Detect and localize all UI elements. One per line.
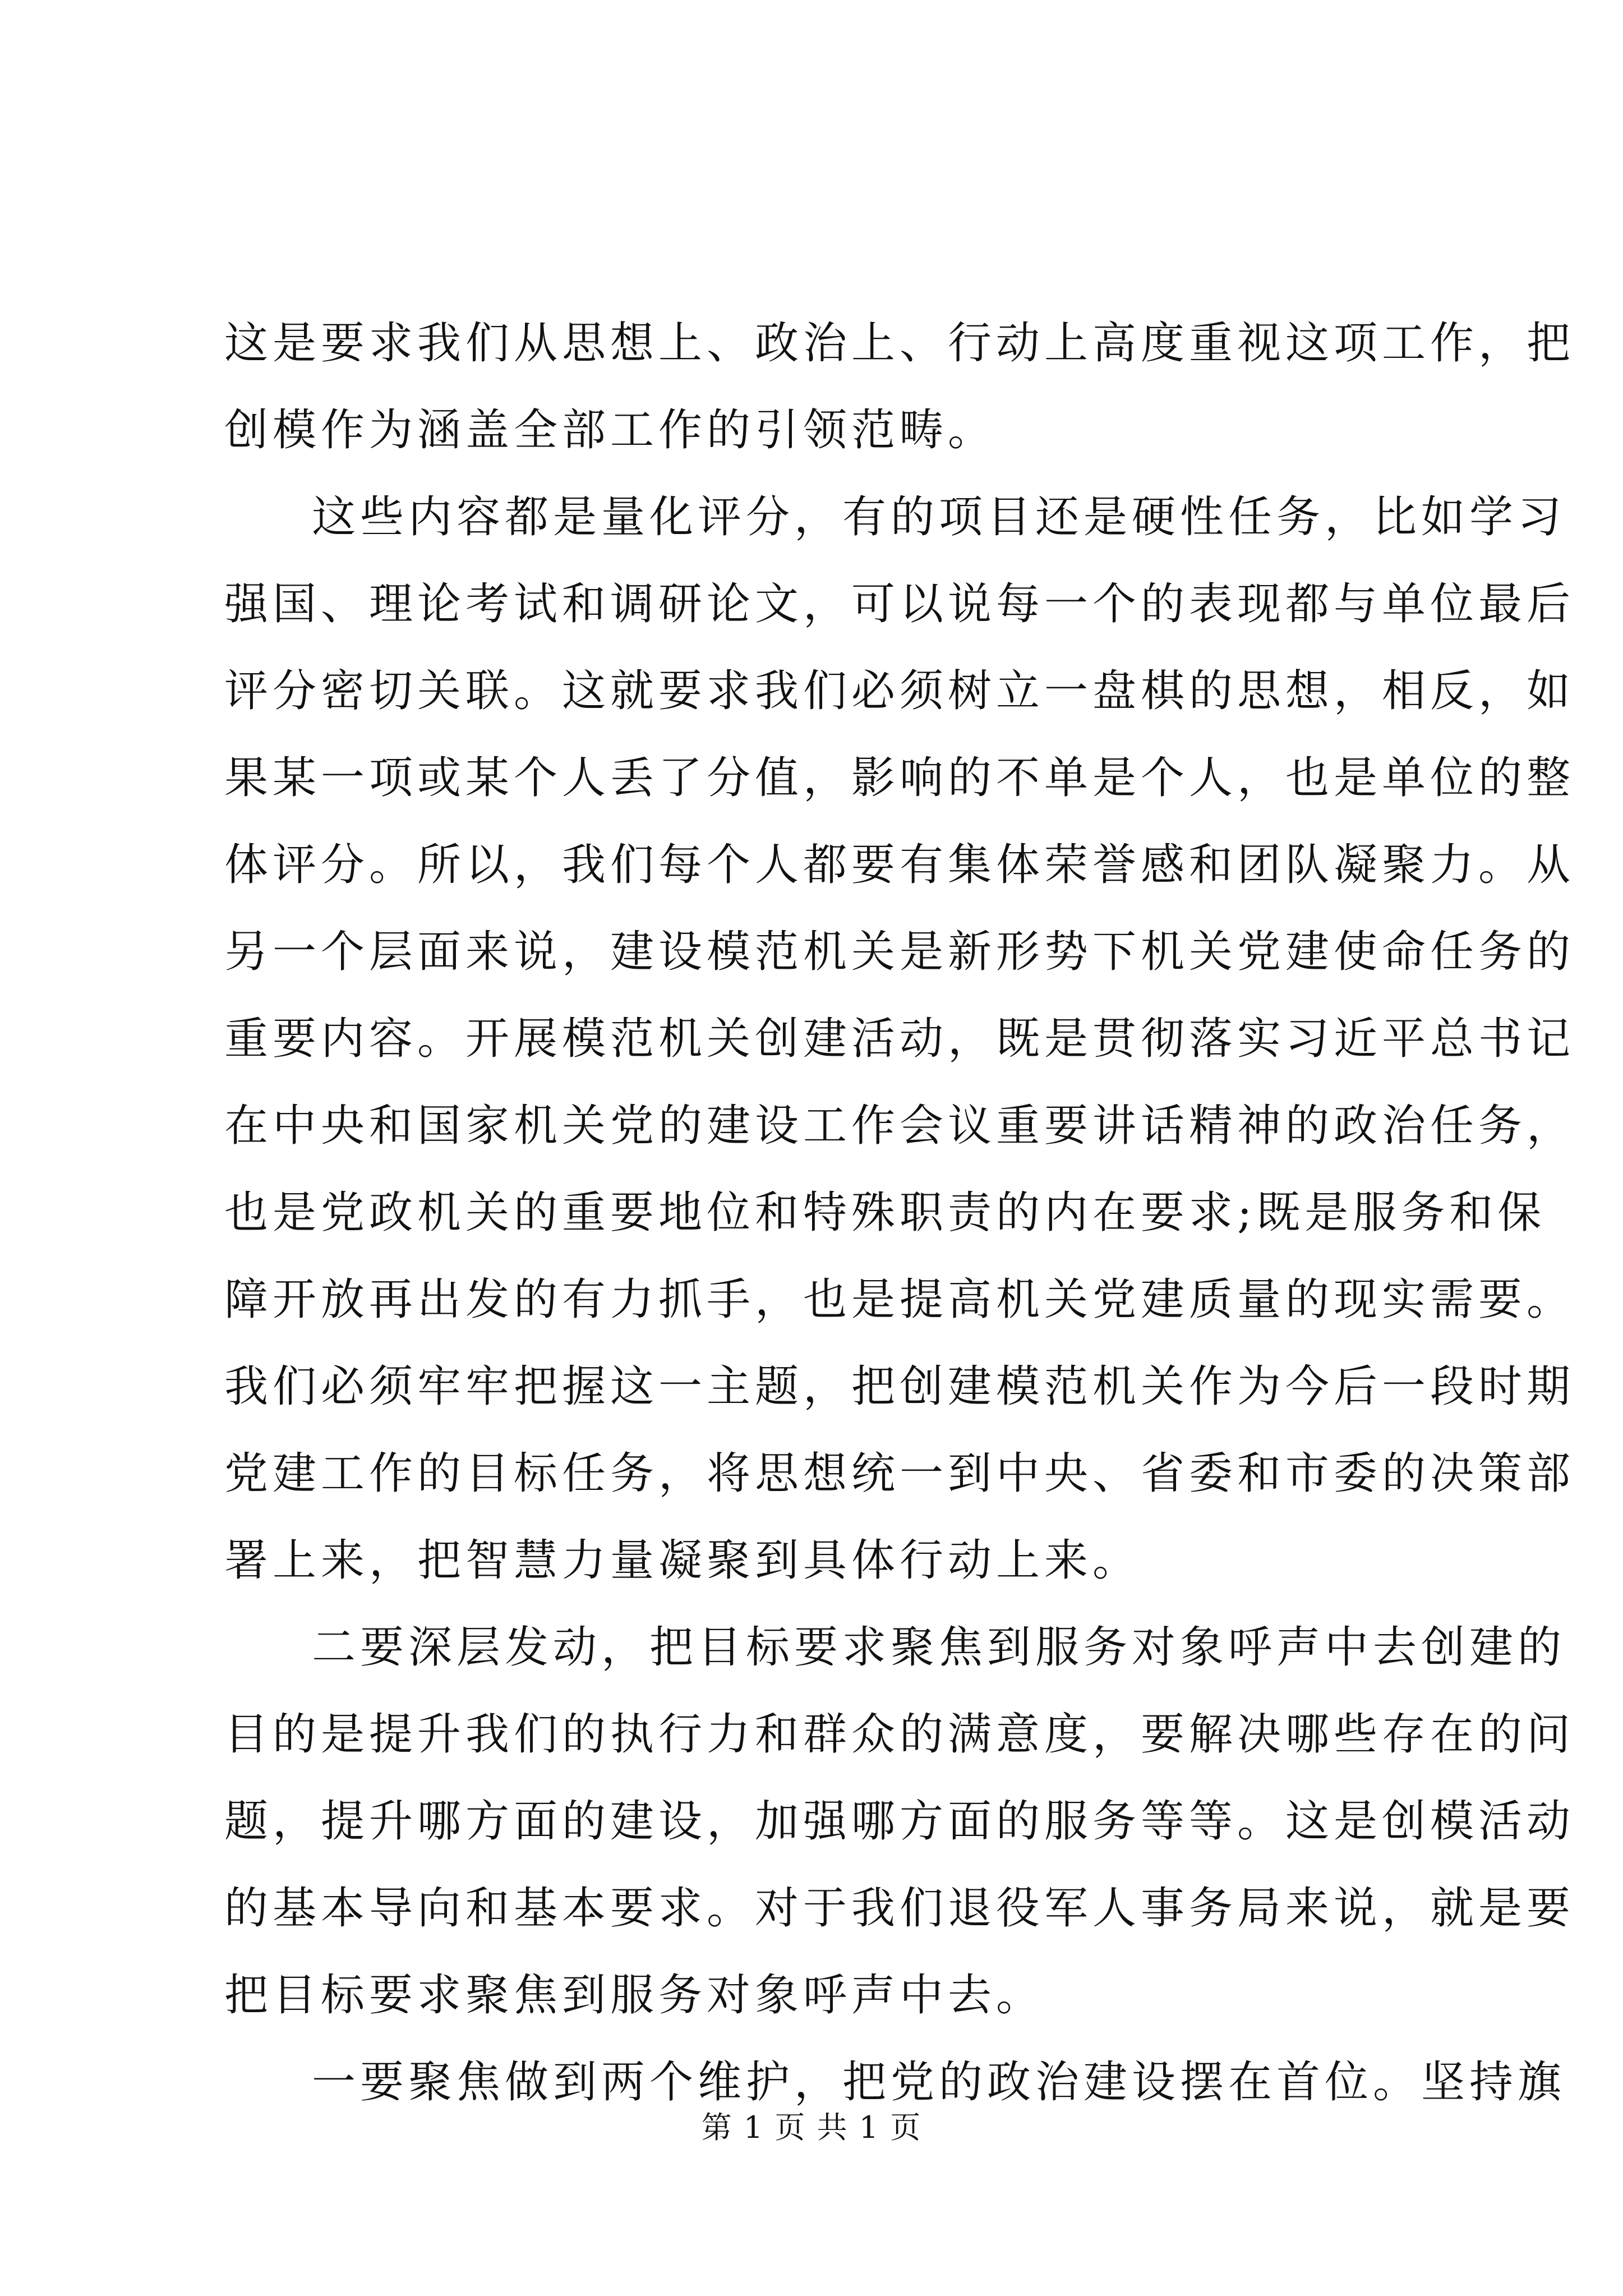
text-line: 目的是提升我们的执行力和群众的满意度，要解决哪些存在的问 [224, 1709, 1575, 1760]
text-line: 强国、理论考试和调研论文，可以说每一个的表现都与单位最后 [224, 579, 1575, 629]
text-line: 果某一项或某个人丢了分值，影响的不单是个人，也是单位的整 [224, 753, 1575, 803]
text-line: 署上来，把智慧力量凝聚到具体行动上来。 [224, 1535, 1141, 1586]
text-line: 另一个层面来说，建设模范机关是新形势下机关党建使命任务的 [224, 927, 1575, 977]
text-line: 障开放再出发的有力抓手，也是提高机关党建质量的现实需要。 [224, 1274, 1575, 1325]
text-line: 一要聚焦做到两个维护，把党的政治建设摆在首位。坚持旗 [312, 2057, 1566, 2108]
text-line: 也是党政机关的重要地位和特殊职责的内在要求;既是服务和保 [224, 1188, 1546, 1238]
text-line: 这些内容都是量化评分，有的项目还是硬性任务，比如学习 [312, 492, 1566, 542]
text-line: 创模作为涵盖全部工作的引领范畴。 [224, 405, 997, 455]
text-line: 党建工作的目标任务，将思想统一到中央、省委和市委的决策部 [224, 1448, 1575, 1499]
text-line: 的基本导向和基本要求。对于我们退役军人事务局来说，就是要 [224, 1883, 1575, 1934]
text-line: 我们必须牢牢把握这一主题，把创建模范机关作为今后一段时期 [224, 1361, 1575, 1412]
text-line: 把目标要求聚焦到服务对象呼声中去。 [224, 1970, 1045, 2021]
text-line: 二要深层发动，把目标要求聚焦到服务对象呼声中去创建的 [312, 1622, 1566, 1673]
page-footer: 第 1 页 共 1 页 [701, 2110, 922, 2145]
text-line: 评分密切关联。这就要求我们必须树立一盘棋的思想，相反，如 [224, 666, 1575, 716]
text-line: 这是要求我们从思想上、政治上、行动上高度重视这项工作，把 [224, 318, 1575, 369]
text-line: 题，提升哪方面的建设，加强哪方面的服务等等。这是创模活动 [224, 1796, 1575, 1847]
text-line: 体评分。所以，我们每个人都要有集体荣誉感和团队凝聚力。从 [224, 840, 1575, 890]
body-text [224, 300, 1575, 2126]
text-line: 在中央和国家机关党的建设工作会议重要讲话精神的政治任务， [224, 1101, 1575, 1151]
text-line: 重要内容。开展模范机关创建活动，既是贯彻落实习近平总书记 [224, 1014, 1575, 1064]
